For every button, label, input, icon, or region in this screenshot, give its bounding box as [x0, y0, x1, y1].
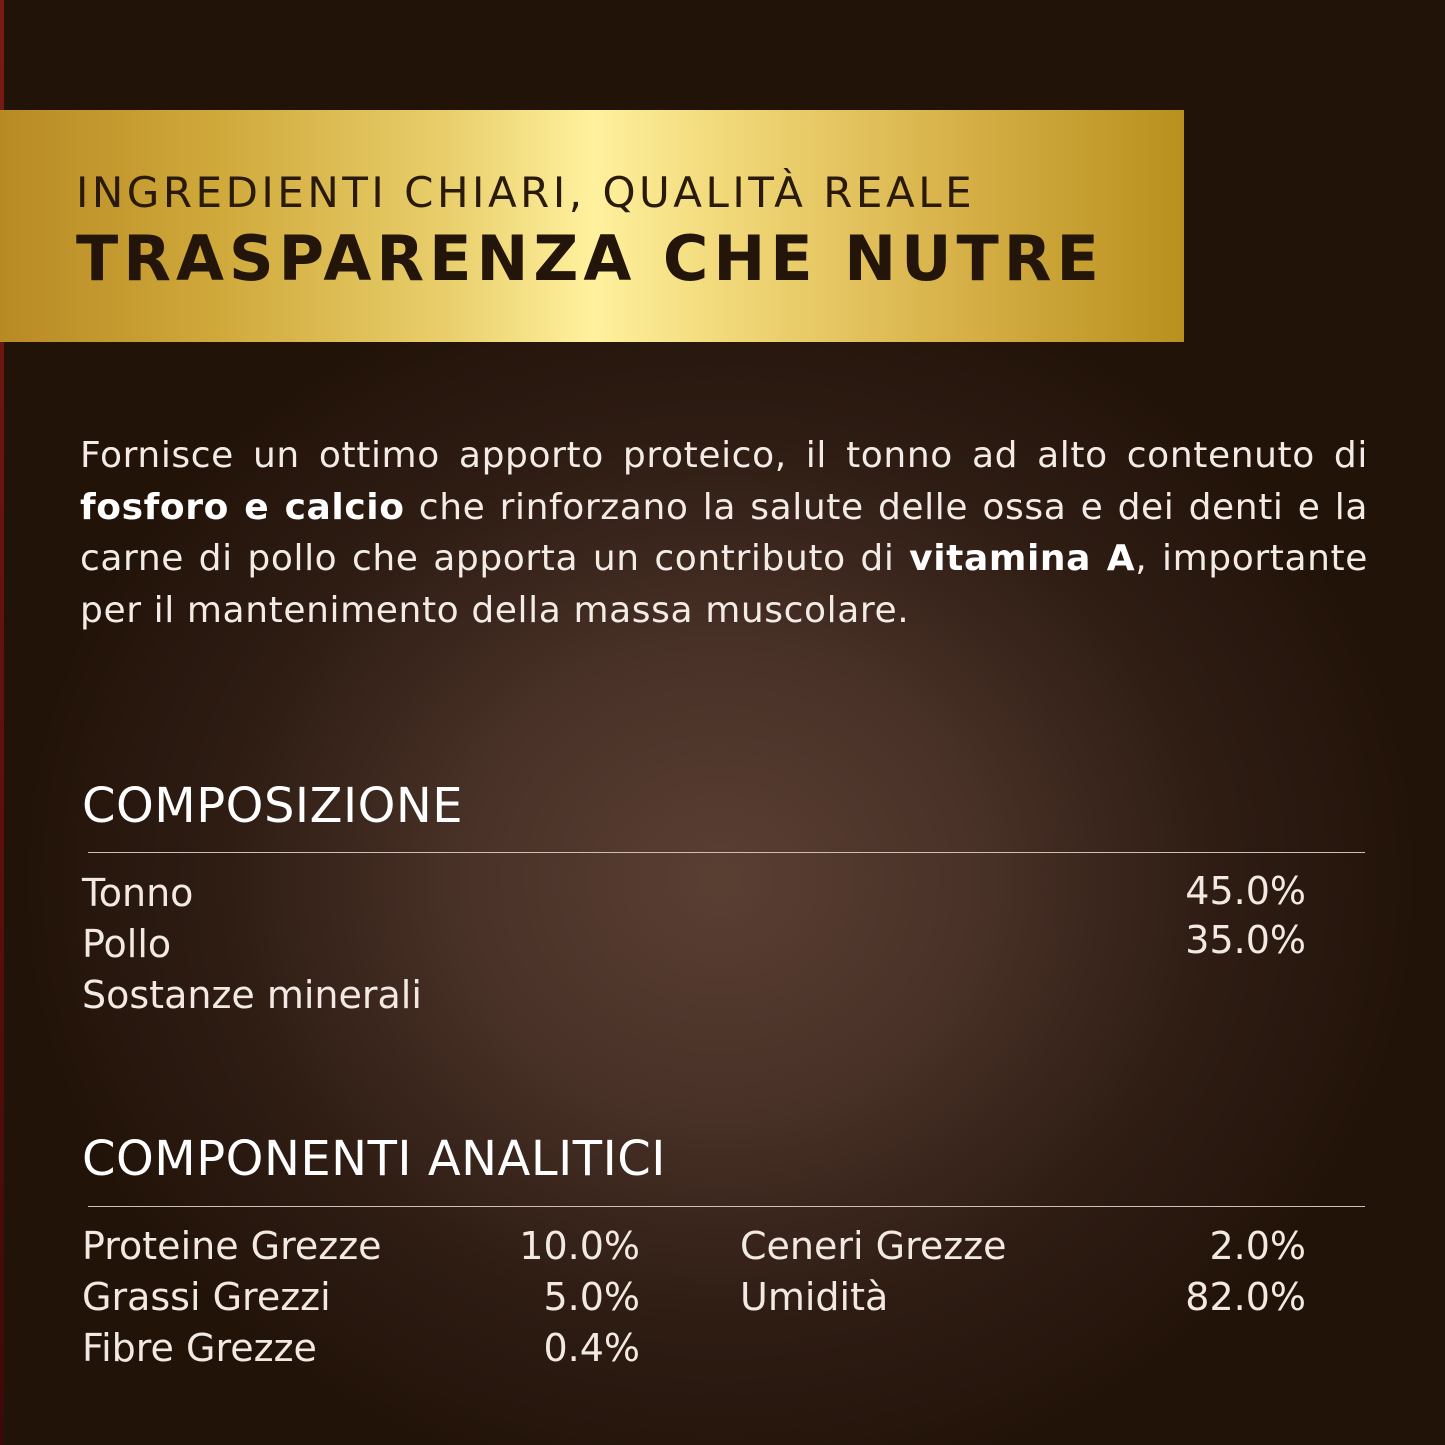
componenti-right-name: Ceneri Grezze [740, 1224, 1007, 1268]
componenti-divider [88, 1206, 1365, 1207]
componenti-title: COMPONENTI ANALITICI [82, 1131, 666, 1187]
banner-subtitle: INGREDIENTI CHIARI, QUALITÀ REALE [76, 168, 976, 217]
composizione-item-value: 45.0% [1185, 869, 1306, 913]
composizione-title: COMPOSIZIONE [82, 778, 464, 834]
componenti-left-value: 5.0% [543, 1275, 640, 1319]
composizione-item-value: 35.0% [1185, 918, 1306, 962]
componenti-right-value: 2.0% [1209, 1224, 1306, 1268]
banner-title: TRASPARENZA CHE NUTRE [76, 222, 1104, 295]
intro-text-1: Fornisce un ottimo apporto proteico, il tonno ad alto contenuto di [80, 435, 1368, 476]
composizione-item-name: Pollo [82, 922, 172, 966]
componenti-right-value: 82.0% [1185, 1275, 1306, 1319]
componenti-left-name: Fibre Grezze [82, 1326, 317, 1370]
componenti-left-name: Grassi Grezzi [82, 1275, 331, 1319]
componenti-left-value: 10.0% [519, 1224, 640, 1268]
intro-text-2: che rinforzano la salute delle ossa e dei denti e la carne di pollo che apporta un contributo di [80, 486, 1369, 579]
intro-bold-1: fosforo e calcio [80, 486, 405, 528]
composizione-item-name: Sostanze minerali [82, 973, 422, 1017]
componenti-left-value: 0.4% [543, 1326, 640, 1370]
intro-text-3: , importante per il mantenimento della massa muscolare. [80, 538, 1368, 631]
composizione-item-name: Tonno [82, 871, 194, 915]
componenti-left-name: Proteine Grezze [82, 1224, 382, 1268]
composizione-divider [88, 852, 1365, 853]
intro-bold-2: vitamina A [909, 538, 1136, 579]
componenti-right-name: Umidità [740, 1275, 889, 1319]
intro-paragraph [80, 430, 1368, 636]
